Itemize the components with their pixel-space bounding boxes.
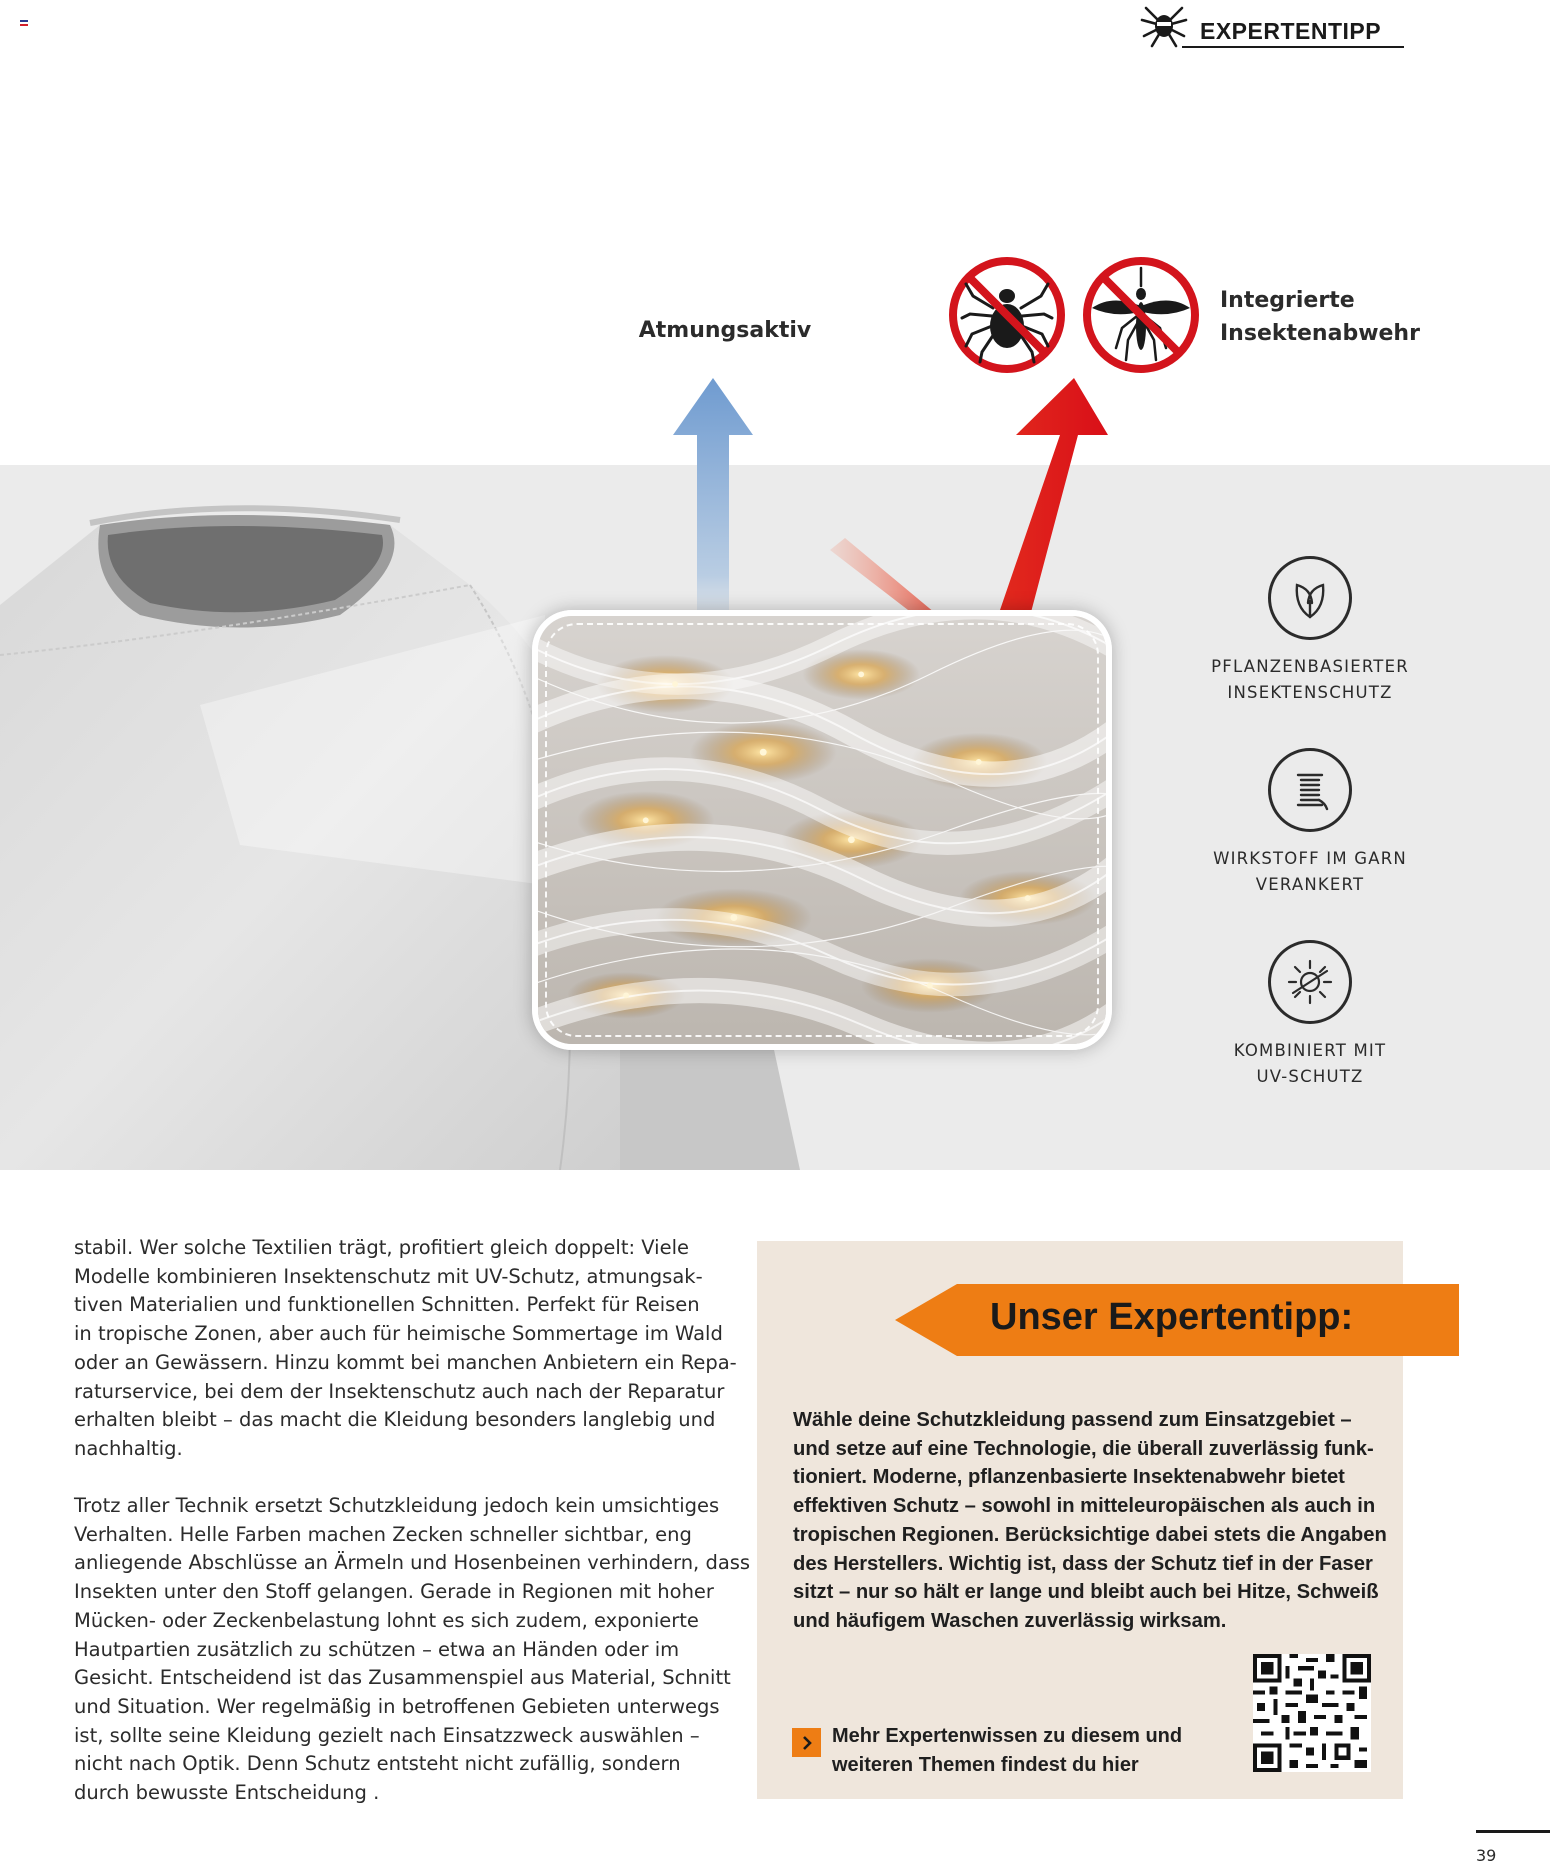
no-mosquito-icon xyxy=(1082,256,1200,374)
header-underline xyxy=(1182,46,1404,48)
expert-tip-title: Unser Expertentipp: xyxy=(990,1296,1354,1338)
more-expert-knowledge-text[interactable]: Mehr Expertenwissen zu diesem und weiteren Themen findest du hier xyxy=(832,1725,1183,1776)
fabric-closeup-border xyxy=(545,623,1099,1037)
section-header xyxy=(1140,4,1405,50)
qr-code-icon[interactable] xyxy=(1253,1654,1371,1772)
header-title: EXPERTENTIPP xyxy=(1200,18,1382,44)
feature-plant-based: PFLANZENBASIERTER INSEKTENSCHUTZ xyxy=(1200,556,1420,706)
spider-ninja-logo-icon xyxy=(1140,4,1188,48)
no-tick-icon xyxy=(948,256,1066,374)
insect-repellent-label: Integrierte Insektenabwehr xyxy=(1220,288,1420,346)
leaf-icon xyxy=(1268,556,1352,640)
article-paragraph-1: stabil. Wer solche Textilien trägt, profitiert gleich doppelt: Viele Modelle kombinieren Insektenschutz mit UV-Schutz, atmungsak- tiven Materialien und funktionellen Schnitten. Perfekt für Reisen in tropische Zonen, aber auch für heimische Sommertage im Wald oder an Gewässern. Hinzu kommt bei manchen Anbietern ein Repa- raturservice, bei dem der Insektenschutz auch nach der Reparatur erhalten bleibt – das macht die Kleidung besonders langlebig und nachhaltig. xyxy=(74,1236,737,1460)
article-paragraph-2: Trotz aller Technik ersetzt Schutzkleidung jedoch kein umsichtiges Verhalten. Helle Farben machen Zecken schneller sichtbar, eng anliegende Abschlüsse an Ärmeln und Hosenbeinen verhindern, dass Insekten unter den Stoff gelangen. Gerade in Regionen mit hoher Mücken- oder Zeckenbelastung lohnt es sich zudem, exponierte Hautpartien zusätzlich zu schützen – etwa an Händen oder im Gesicht. Entscheidend ist das Zusammenspiel aus Material, Schnitt und Situation. Wer regelmäßig in betroffenen Gebieten unterwegs ist, sollte seine Kleidung gezielt nach Einsatzzweck auswählen – nicht nach Optik. Denn Schutz entsteht nicht zufällig, sondern durch bewusste Entscheidung . xyxy=(74,1494,751,1805)
chevron-right-icon[interactable] xyxy=(792,1728,821,1757)
breathable-label: Atmungsaktiv xyxy=(638,318,812,343)
feature-yarn-anchored: WIRKSTOFF IM GARN VERANKERT xyxy=(1200,748,1420,898)
page-number-rule xyxy=(1476,1830,1550,1833)
language-flag-icon[interactable] xyxy=(20,20,28,26)
expert-tip-text: Wähle deine Schutzkleidung passend zum Einsatzgebiet – und setze auf eine Technologie, die überall zuverlässig funk- tioniert. Moderne, pflanzenbasierte Insektenabwehr bietet effektiven Schutz – sowohl in mitteleuropäischen als auch in tropischen Regionen. Berücksichtige dabei stets die Angaben des Herstellers. Wichtig ist, dass der Schutz tief in der Faser sitzt – nur so hält er lange und bleibt auch bei Hitze, Schweiß und häufigem Waschen zuverlässig wirksam. xyxy=(793,1409,1387,1632)
thread-spool-icon xyxy=(1268,748,1352,832)
page-number: 39 xyxy=(1476,1846,1497,1865)
sun-icon xyxy=(1268,940,1352,1024)
feature-uv-protection: KOMBINIERT MIT UV-SCHUTZ xyxy=(1200,940,1420,1090)
